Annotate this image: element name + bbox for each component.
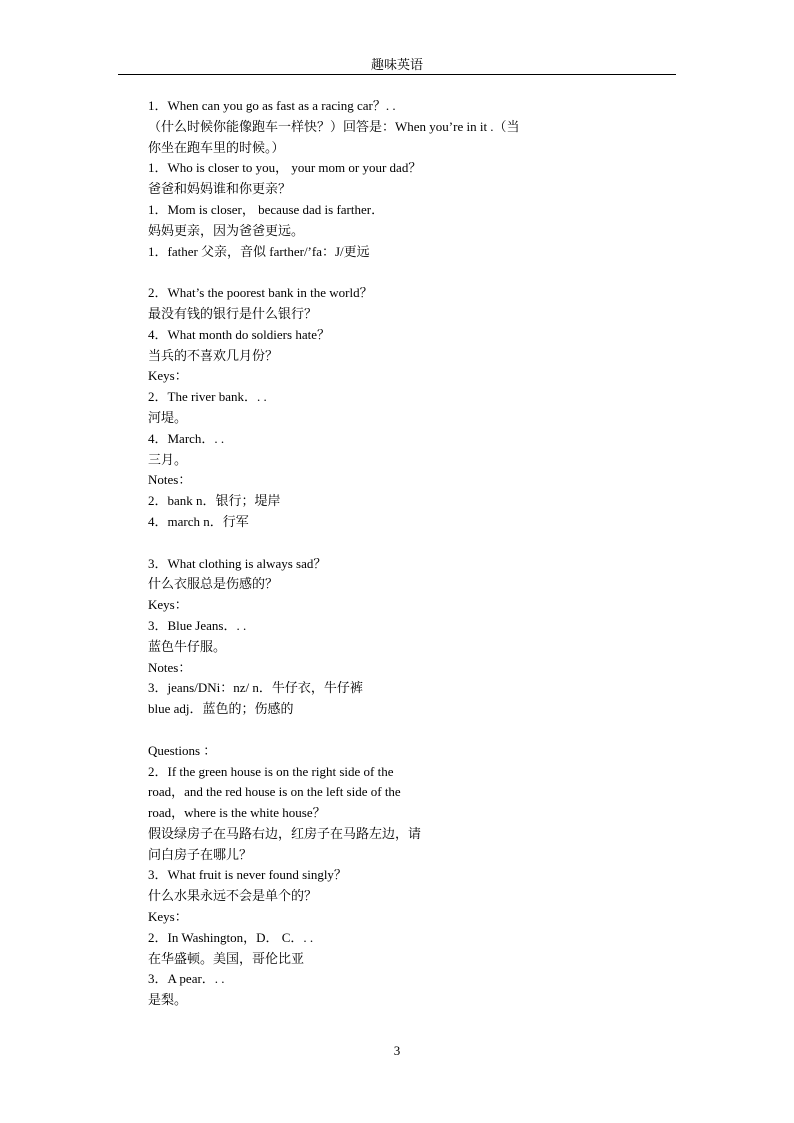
text-line: 2．What’s the poorest bank in the world？ <box>148 285 373 301</box>
page-number: 3 <box>393 1043 401 1058</box>
text-line: Keys： <box>148 368 188 384</box>
text-line: 在华盛顿。美国，哥伦比亚 <box>148 950 305 966</box>
text-line: 3．jeans/DNi：nz/ n．牛仔衣，牛仔裤 <box>148 680 363 696</box>
text-line: road，where is the white house？ <box>148 805 326 821</box>
text-line: 3．Blue Jeans．. . <box>148 617 247 633</box>
text-line: 1．Who is closer to you， your mom or your dad？ <box>148 160 422 176</box>
text-line: 爸爸和妈妈谁和你更亲？ <box>148 181 292 197</box>
text-line: 2．The river bank．. . <box>148 389 267 405</box>
text-line: 3．A pear．. . <box>148 971 225 987</box>
text-line: 什么水果永远不会是单个的？ <box>148 888 318 904</box>
text-line: blue adj．蓝色的；伤感的 <box>148 701 294 717</box>
text-line: Keys： <box>148 909 188 925</box>
text-line: 3．What fruit is never found singly？ <box>148 867 347 883</box>
text-line: Keys： <box>148 597 188 613</box>
document-body <box>148 96 588 1011</box>
text-line: 假设绿房子在马路右边，红房子在马路左边，请 <box>148 825 422 841</box>
text-line: 4．What month do soldiers hate？ <box>148 326 330 342</box>
page-header-title: 趣味英语 <box>370 57 423 72</box>
text-line: 妈妈更亲，因为爸爸更远。 <box>148 222 305 238</box>
text-line: 3．What clothing is always sad？ <box>148 555 327 571</box>
text-line: （什么时候你能像跑车一样快？）回答是：When you’re in it .（当 <box>148 118 520 134</box>
text-line: road，and the red house is on the left side of the <box>148 784 401 800</box>
text-line: 问白房子在哪儿？ <box>148 846 253 862</box>
text-line: 1．When can you go as fast as a racing car？. . <box>148 98 396 113</box>
text-line: 1．Mom is closer， because dad is farther． <box>148 201 385 217</box>
text-line: Notes： <box>148 659 192 675</box>
text-line: 三月。 <box>148 451 188 467</box>
text-line: 是梨。 <box>148 992 188 1008</box>
header-divider <box>118 74 676 75</box>
text-line: 你坐在跑车里的时候。） <box>148 139 285 155</box>
text-line: 4．march n．行军 <box>148 513 249 529</box>
text-line: 2．bank n．银行；堤岸 <box>148 493 281 509</box>
text-line: 2．If the green house is on the right side of the <box>148 763 394 779</box>
blank-line <box>148 262 588 283</box>
text-line: 2．In Washington，D． C．. . <box>148 929 314 945</box>
text-line: Notes： <box>148 472 192 488</box>
text-line: 河堤。 <box>148 409 188 425</box>
text-line: 1．father 父亲，音似 farther/’fa：J/更远 <box>148 243 370 259</box>
blank-line <box>148 720 588 741</box>
blank-line <box>148 533 588 554</box>
text-line: 4．March．. . <box>148 430 225 446</box>
text-line: 当兵的不喜欢几月份？ <box>148 347 279 363</box>
text-line: 蓝色牛仔服。 <box>148 638 227 654</box>
text-line: Questions ： <box>148 742 217 758</box>
text-line: 最没有钱的银行是什么银行？ <box>148 305 318 321</box>
text-line: 什么衣服总是伤感的？ <box>148 576 279 592</box>
